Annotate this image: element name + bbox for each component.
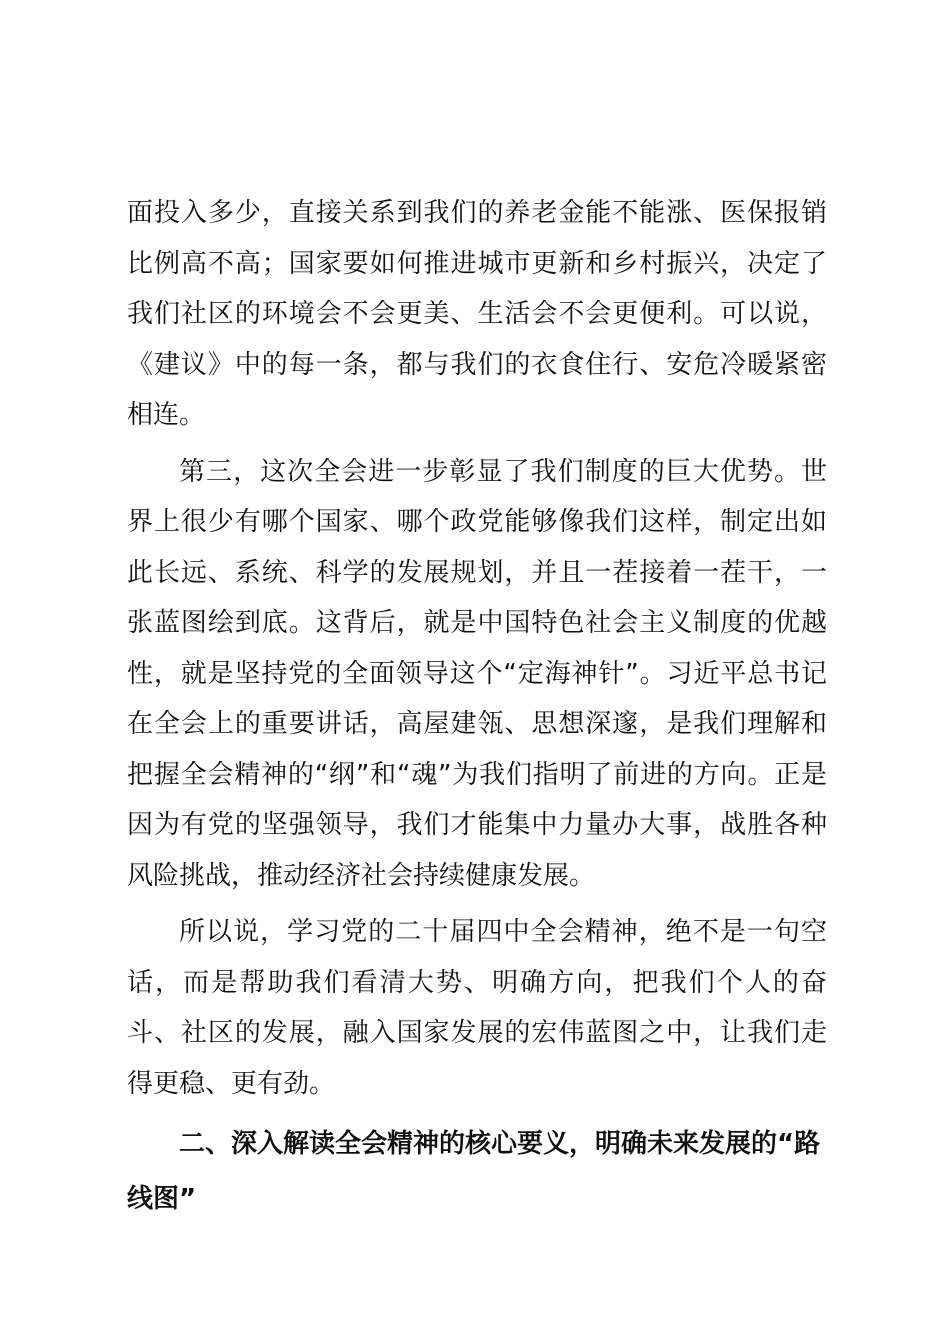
document-body <box>127 188 827 1227</box>
paragraph-conclusion: 所以说，学习党的二十届四中全会精神，绝不是一句空话，而是帮助我们看清大势、明确方向，把我们个人的奋斗、社区的发展，融入国家发展的宏伟蓝图之中，让我们走得更稳、更有劲。 <box>127 917 827 1099</box>
paragraph-continuation: 面投入多少，直接关系到我们的养老金能不能涨、医保报销比例高不高；国家要如何推进城市更新和乡村振兴，决定了我们社区的环境会不会更美、生活会不会更便利。可以说，《建议》中的每一条，都与我们的衣食住行、安危冷暖紧密相连。 <box>127 198 827 430</box>
section-heading: 二、深入解读全会精神的核心要义，明确未来发展的“路线图” <box>127 1129 821 1214</box>
paragraph-third-point: 第三，这次全会进一步彰显了我们制度的巨大优势。世界上很少有哪个国家、哪个政党能够像我们这样，制定出如此长远、系统、科学的发展规划，并且一茬接着一茬干，一张蓝图绘到底。这背后，就是中国特色社会主义制度的优越性，就是坚持党的全面领导这个“定海神针”。习近平总书记在全会上的重要讲话，高屋建瓴、思想深邃，是我们理解和把握全会精神的“纲”和“魂”为我们指明了前进的方向。正是因为有党的坚强领导，我们才能集中力量办大事，战胜各种风险挑战，推动经济社会持续健康发展。 <box>127 456 827 891</box>
